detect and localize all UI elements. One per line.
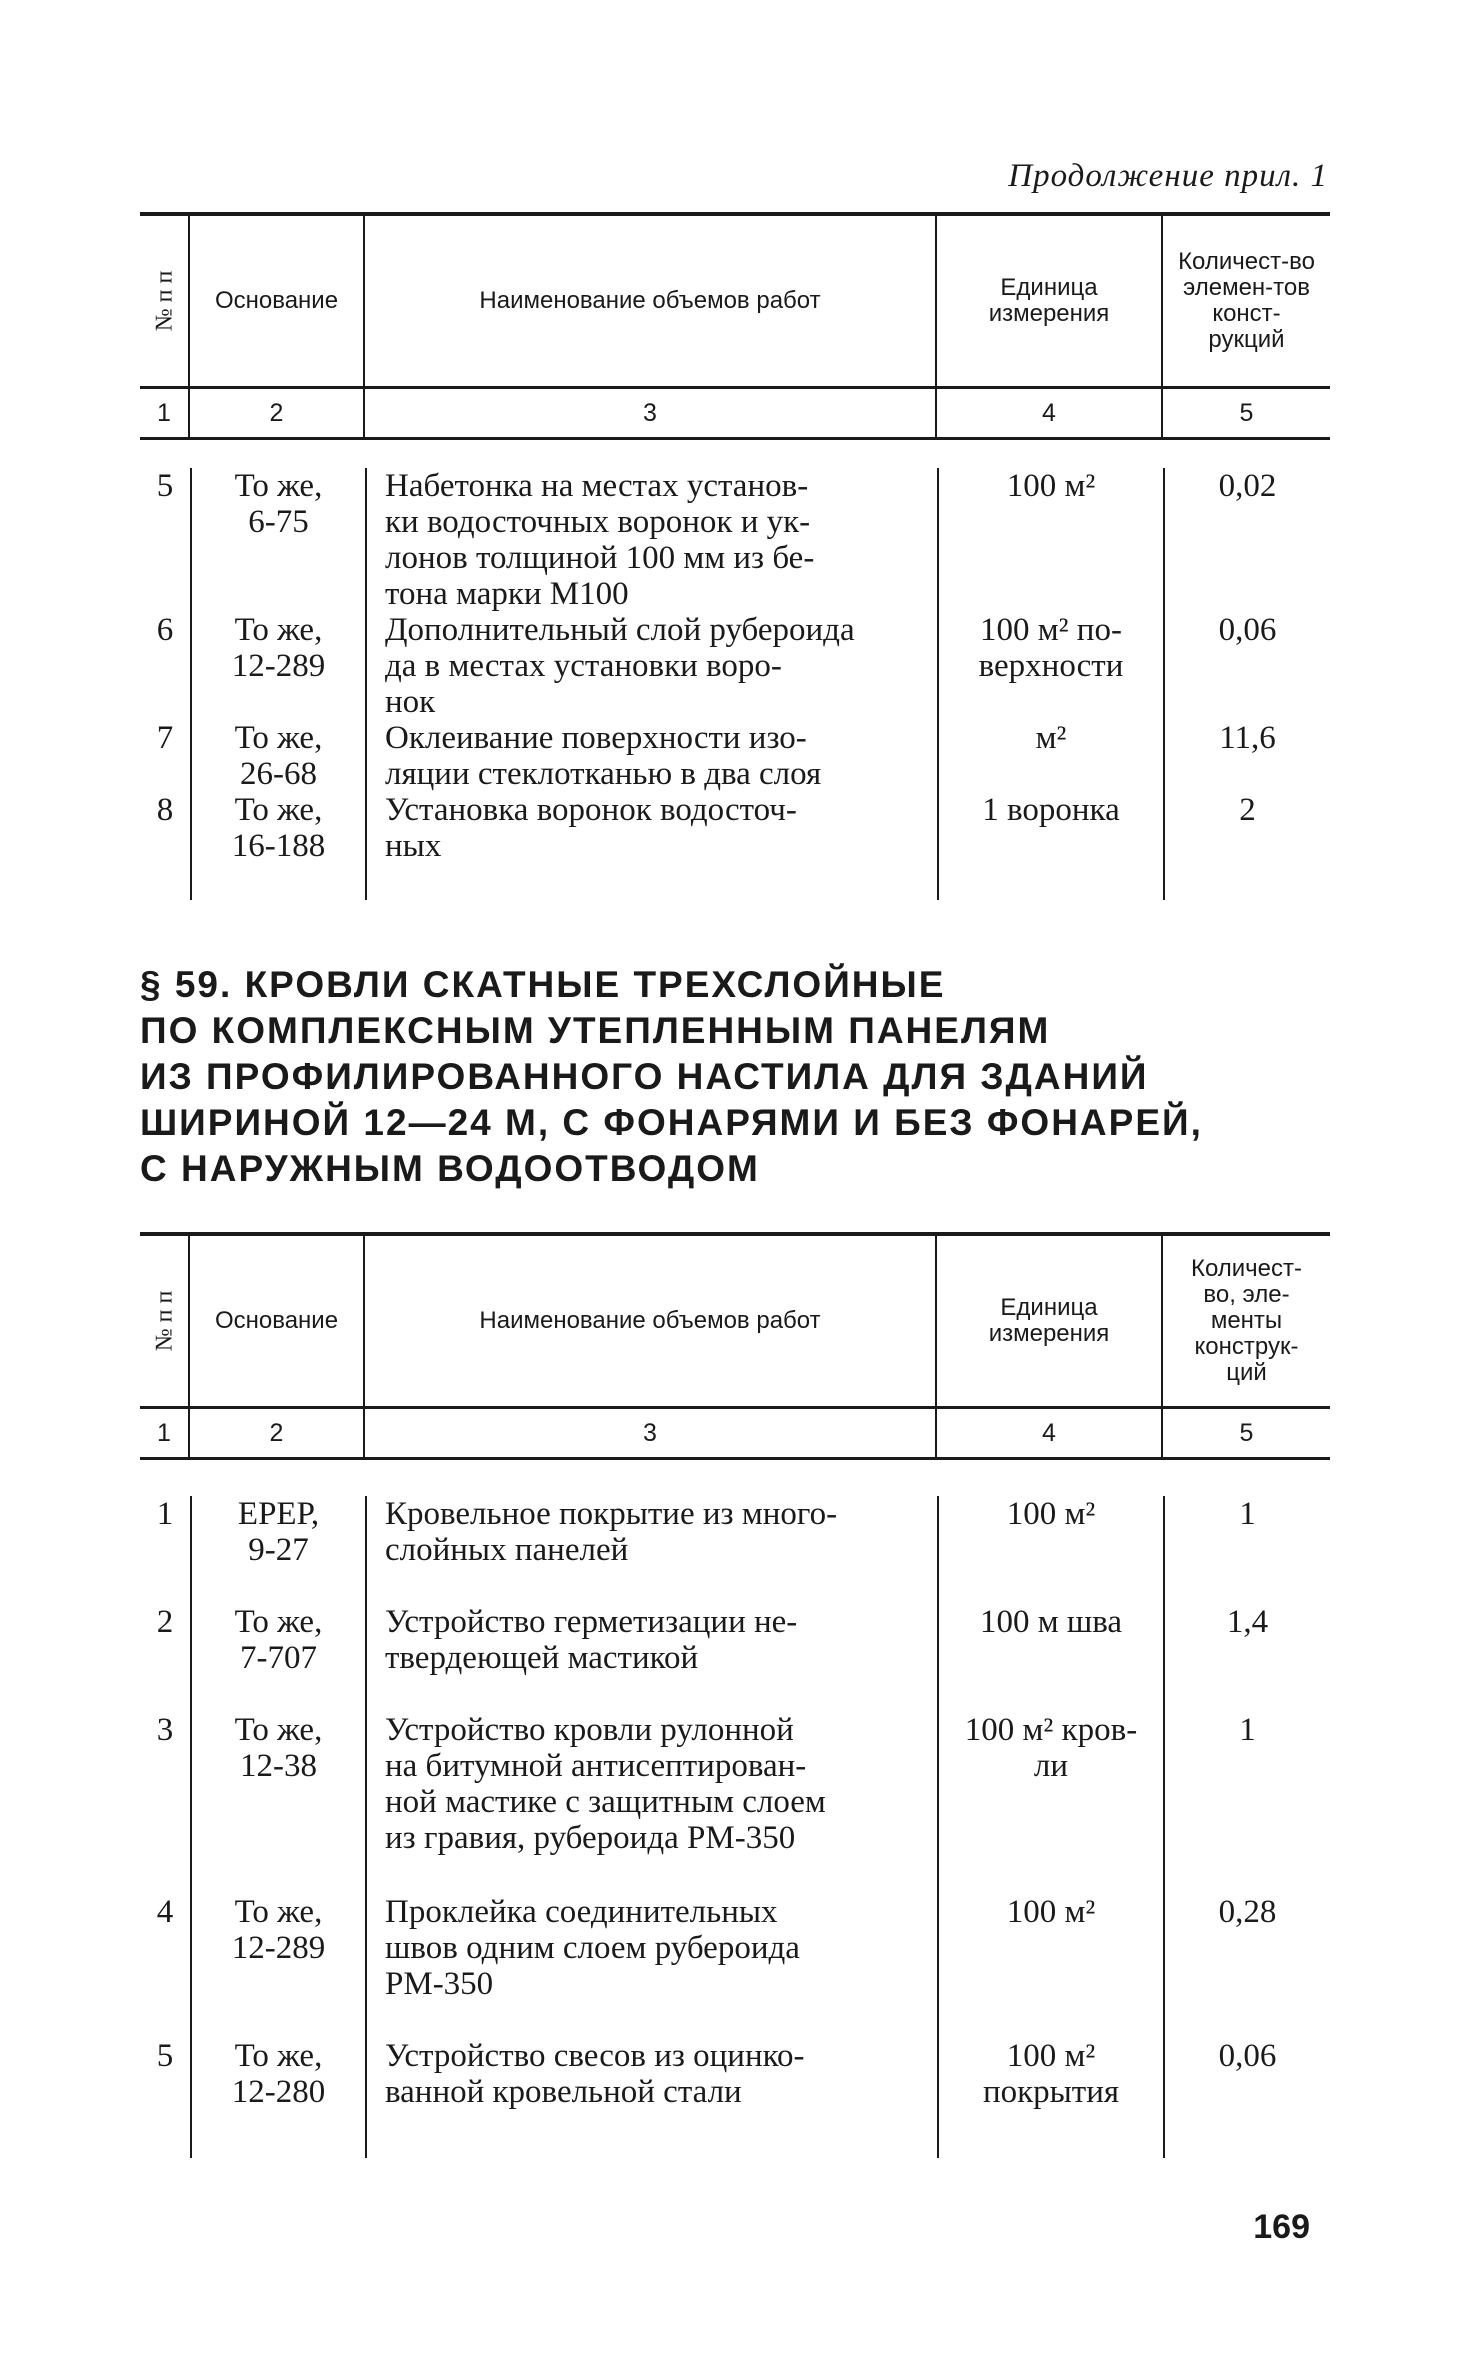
row-unit: 100 м² кров- ли — [937, 1712, 1163, 1894]
table-row — [140, 612, 1330, 720]
section-title: § 59. КРОВЛИ СКАТНЫЕ ТРЕХСЛОЙНЫЕ ПО КОМПЛЕКСНЫМ УТЕПЛЕННЫМ ПАНЕЛЯМ ИЗ ПРОФИЛИРОВАННОГО НАСТИЛА ДЛЯ ЗДАНИЙ ШИРИНОЙ 12—24 М, С ФОНАРЯМИ И БЕЗ ФОНАРЕЙ, С НАРУЖНЫМ ВОДООТВОДОМ — [140, 964, 1203, 1189]
column-numbers-row — [140, 1409, 1330, 1460]
row-quantity: 2 — [1163, 792, 1330, 900]
row-unit: 100 м² — [937, 1496, 1163, 1604]
header-col-num: № п п — [140, 216, 190, 386]
row-unit: 1 воронка — [937, 792, 1163, 900]
col-number: 1 — [140, 1409, 190, 1457]
row-basis: То же, 12-289 — [190, 1894, 365, 2038]
row-unit: 100 м² по- верхности — [937, 612, 1163, 720]
row-work-name: Кровельное покрытие из много- слойных панелей — [365, 1496, 937, 1604]
table-row — [140, 1604, 1330, 1712]
table-row — [140, 720, 1330, 792]
row-unit: 100 м² — [937, 1894, 1163, 2038]
row-work-name: Устройство свесов из оцинко- ванной кровельной стали — [365, 2038, 937, 2158]
header-col-work-name: Наименование объемов работ — [365, 216, 937, 386]
table-row — [140, 468, 1330, 612]
header-col-basis: Основание — [190, 216, 365, 386]
row-basis: То же, 12-280 — [190, 2038, 365, 2158]
row-quantity: 0,02 — [1163, 468, 1330, 612]
row-work-name: Установка воронок водосточ- ных — [365, 792, 937, 900]
row-basis: То же, 12-38 — [190, 1712, 365, 1894]
table-1 — [140, 212, 1330, 928]
row-number: 3 — [156, 1712, 174, 1748]
header-col-basis: Основание — [190, 1236, 365, 1406]
col-number: 2 — [190, 389, 365, 437]
row-work-name: Дополнительный слой рубероида да в местах установки воро- нок — [365, 612, 937, 720]
table-row — [140, 1496, 1330, 1604]
row-work-name: Устройство герметизации не- твердеющей мастикой — [365, 1604, 937, 1712]
row-number: 1 — [156, 1496, 174, 1532]
row-number: 5 — [156, 2038, 174, 2074]
col-number: 5 — [1239, 1418, 1254, 1447]
header-col-quantity: Количест-во элемен-тов конст-рукций — [1178, 248, 1315, 353]
row-number: 7 — [156, 720, 174, 756]
table-row — [140, 1894, 1330, 2038]
row-quantity: 1,4 — [1163, 1604, 1330, 1712]
col-number: 3 — [365, 389, 937, 437]
table-row — [140, 792, 1330, 900]
row-quantity: 0,06 — [1163, 2038, 1330, 2158]
row-quantity: 1 — [1163, 1496, 1330, 1604]
row-basis: То же, 16-188 — [190, 792, 365, 900]
row-quantity: 11,6 — [1163, 720, 1330, 792]
table-2 — [140, 1232, 1330, 2196]
row-basis: То же, 6-75 — [190, 468, 365, 612]
row-basis: ЕРЕР, 9-27 — [190, 1496, 365, 1604]
table-header — [140, 212, 1330, 440]
row-work-name: Устройство кровли рулонной на битумной антисептирован- ной мастике с защитным слоем из гравия, рубероида РМ-350 — [365, 1712, 937, 1894]
header-col-unit: Единица измерения — [937, 216, 1163, 386]
table-header — [140, 1232, 1330, 1460]
row-basis: То же, 12-289 — [190, 612, 365, 720]
table-row — [140, 2038, 1330, 2158]
column-numbers-row — [140, 389, 1330, 440]
row-number: 8 — [156, 792, 174, 828]
col-number: 4 — [937, 389, 1163, 437]
page-number: 169 — [1253, 2208, 1310, 2246]
header-col-num: № п п — [140, 1236, 190, 1406]
col-number: 2 — [190, 1409, 365, 1457]
row-work-name: Оклеивание поверхности изо- ляции стеклотканью в два слоя — [365, 720, 937, 792]
row-quantity: 0,28 — [1163, 1894, 1330, 2038]
row-unit: 100 м² покрытия — [937, 2038, 1163, 2158]
row-unit: 100 м шва — [937, 1604, 1163, 1712]
col-number: 1 — [140, 389, 190, 437]
row-number: 6 — [156, 612, 174, 648]
col-number: 5 — [1239, 398, 1254, 427]
table-body — [140, 440, 1330, 928]
row-work-name: Проклейка соединительных швов одним слоем рубероида РМ-350 — [365, 1894, 937, 2038]
row-unit: 100 м² — [937, 468, 1163, 612]
header-col-quantity: Количест-во, эле-менты конструк-ций — [1190, 1255, 1303, 1386]
row-quantity: 0,06 — [1163, 612, 1330, 720]
row-number: 2 — [156, 1604, 174, 1640]
row-basis: То же, 7-707 — [190, 1604, 365, 1712]
row-unit: м² — [937, 720, 1163, 792]
table-row — [140, 1712, 1330, 1894]
col-number: 3 — [365, 1409, 937, 1457]
header-col-work-name: Наименование объемов работ — [365, 1236, 937, 1406]
col-number: 4 — [937, 1409, 1163, 1457]
row-work-name: Набетонка на местах установ- ки водосточных воронок и ук- лонов толщиной 100 мм из бе- тона марки М100 — [365, 468, 937, 612]
header-col-unit: Единица измерения — [937, 1236, 1163, 1406]
row-number: 4 — [156, 1894, 174, 1930]
row-basis: То же, 26-68 — [190, 720, 365, 792]
row-quantity: 1 — [1163, 1712, 1330, 1894]
row-number: 5 — [156, 468, 174, 504]
table-body — [140, 1460, 1330, 2196]
running-head: Продолжение прил. 1 — [1008, 158, 1328, 194]
